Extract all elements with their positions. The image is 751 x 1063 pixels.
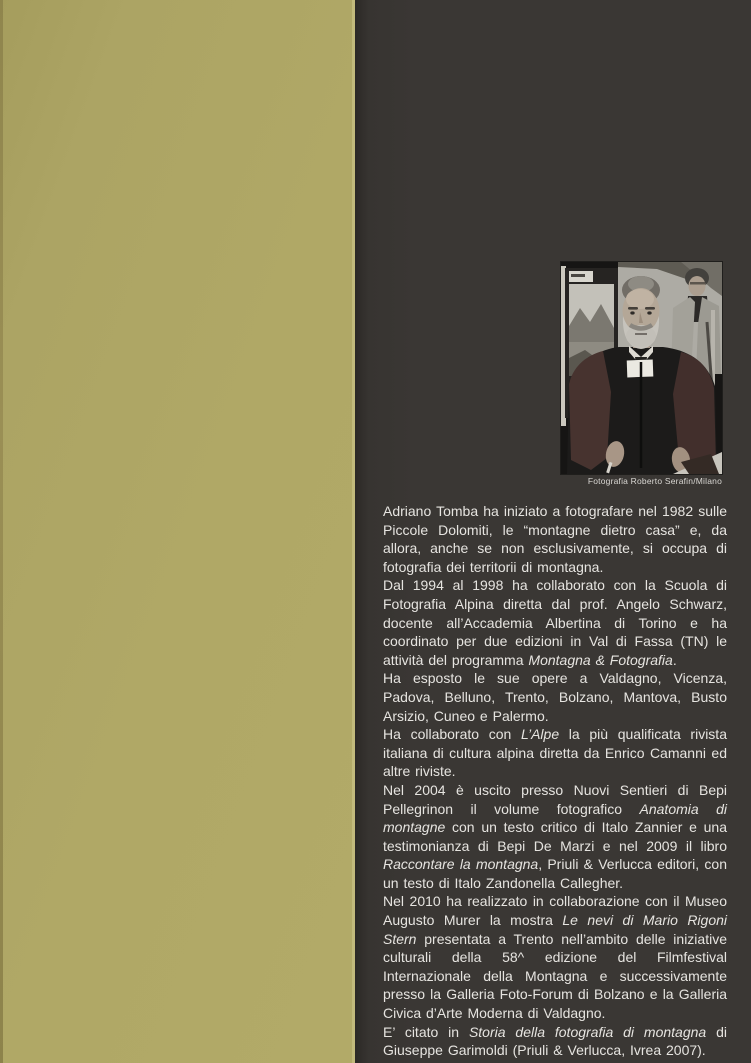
portrait-photo [561,262,722,474]
bio-paragraph [383,781,727,893]
bio-text-run: Ha collaborato con [383,726,521,743]
bio-text-run: Ha esposto le sue opere a Valdagno, Vicenza, Padova, Belluno, Trento, Bolzano, Mantova, Busto Arsizio, Cuneo e Palermo. [383,670,727,724]
bio-text-run: Anatomia di montagne [383,800,727,836]
bio-text-run: Nel 2004 è uscito presso Nuovi Sentieri di Bepi Pellegrinon il volume fotografico [383,781,727,817]
bio-text-run: Montagna & Fotografia [528,651,673,668]
bio-text-run: , Priuli & Verlucca editori, con un testo di Italo Zandonella Callegher. [383,856,727,891]
bio-text-run: . [672,651,677,668]
photo-credit: Fotografia Roberto Serafin/Milano [587,476,722,486]
bio-paragraph [383,576,727,669]
bio-paragraph [383,502,727,576]
bio-paragraph [383,725,727,781]
bio-text-run: presentata a Trento nell’ambito delle iniziative culturali della 58^ edizione del Filmfestival Internazionale della Montagna e successivamente presso la Galleria Foto-Forum di Bolzano e la Galleria Civica d’Arte Moderna di Valdagno. [383,930,727,1022]
bio-paragraph [383,669,727,725]
bio-text-run: la più qualificata rivista italiana di cultura alpina diretta da Enrico Camanni ed altre riviste. [383,726,727,780]
spine-edge [0,0,3,1063]
bio-text-run: L’Alpe [520,726,560,743]
bio-paragraph [383,892,727,1022]
bio-text-run: Raccontare la montagna [383,856,539,873]
bio-text-run: Le nevi di Mario Rigoni Stern [383,912,728,947]
bio-text-run: E’ citato in [383,1023,469,1040]
olive-cover-panel [0,0,355,1063]
portrait-photo-illustration [561,262,722,474]
bio-text-run: di Giuseppe Garimoldi (Priuli & Verlucca, Ivrea 2007). [383,1023,727,1059]
bio-text-run: con un testo critico di Italo Zannier e una testimonianza di Bepi De Marzi e nel 2009 il libro [383,819,727,854]
bio-text-run: Nel 2010 ha realizzato in collaborazione con il Museo Augusto Murer la mostra [383,893,727,929]
bio-text-run: Adriano Tomba ha iniziato a fotografare nel 1982 sulle Piccole Dolomiti, le “montagne dietro casa” e, da allora, anche se non esclusivamente, si occupa di fotografia dei territorii di montagna. [383,503,727,575]
bio-paragraph [383,1023,727,1060]
bio-text-run: Storia della fotografia di montagna [468,1023,707,1040]
bio-paragraphs [383,502,727,1060]
bio-text-run: Dal 1994 al 1998 ha collaborato con la Scuola di Fotografia Alpina diretta dal prof. Angelo Schwarz, docente all’Accademia Albertina di Torino e ha coordinato per due edizioni in Val di Fassa (TN) le attività del programma [383,577,727,668]
